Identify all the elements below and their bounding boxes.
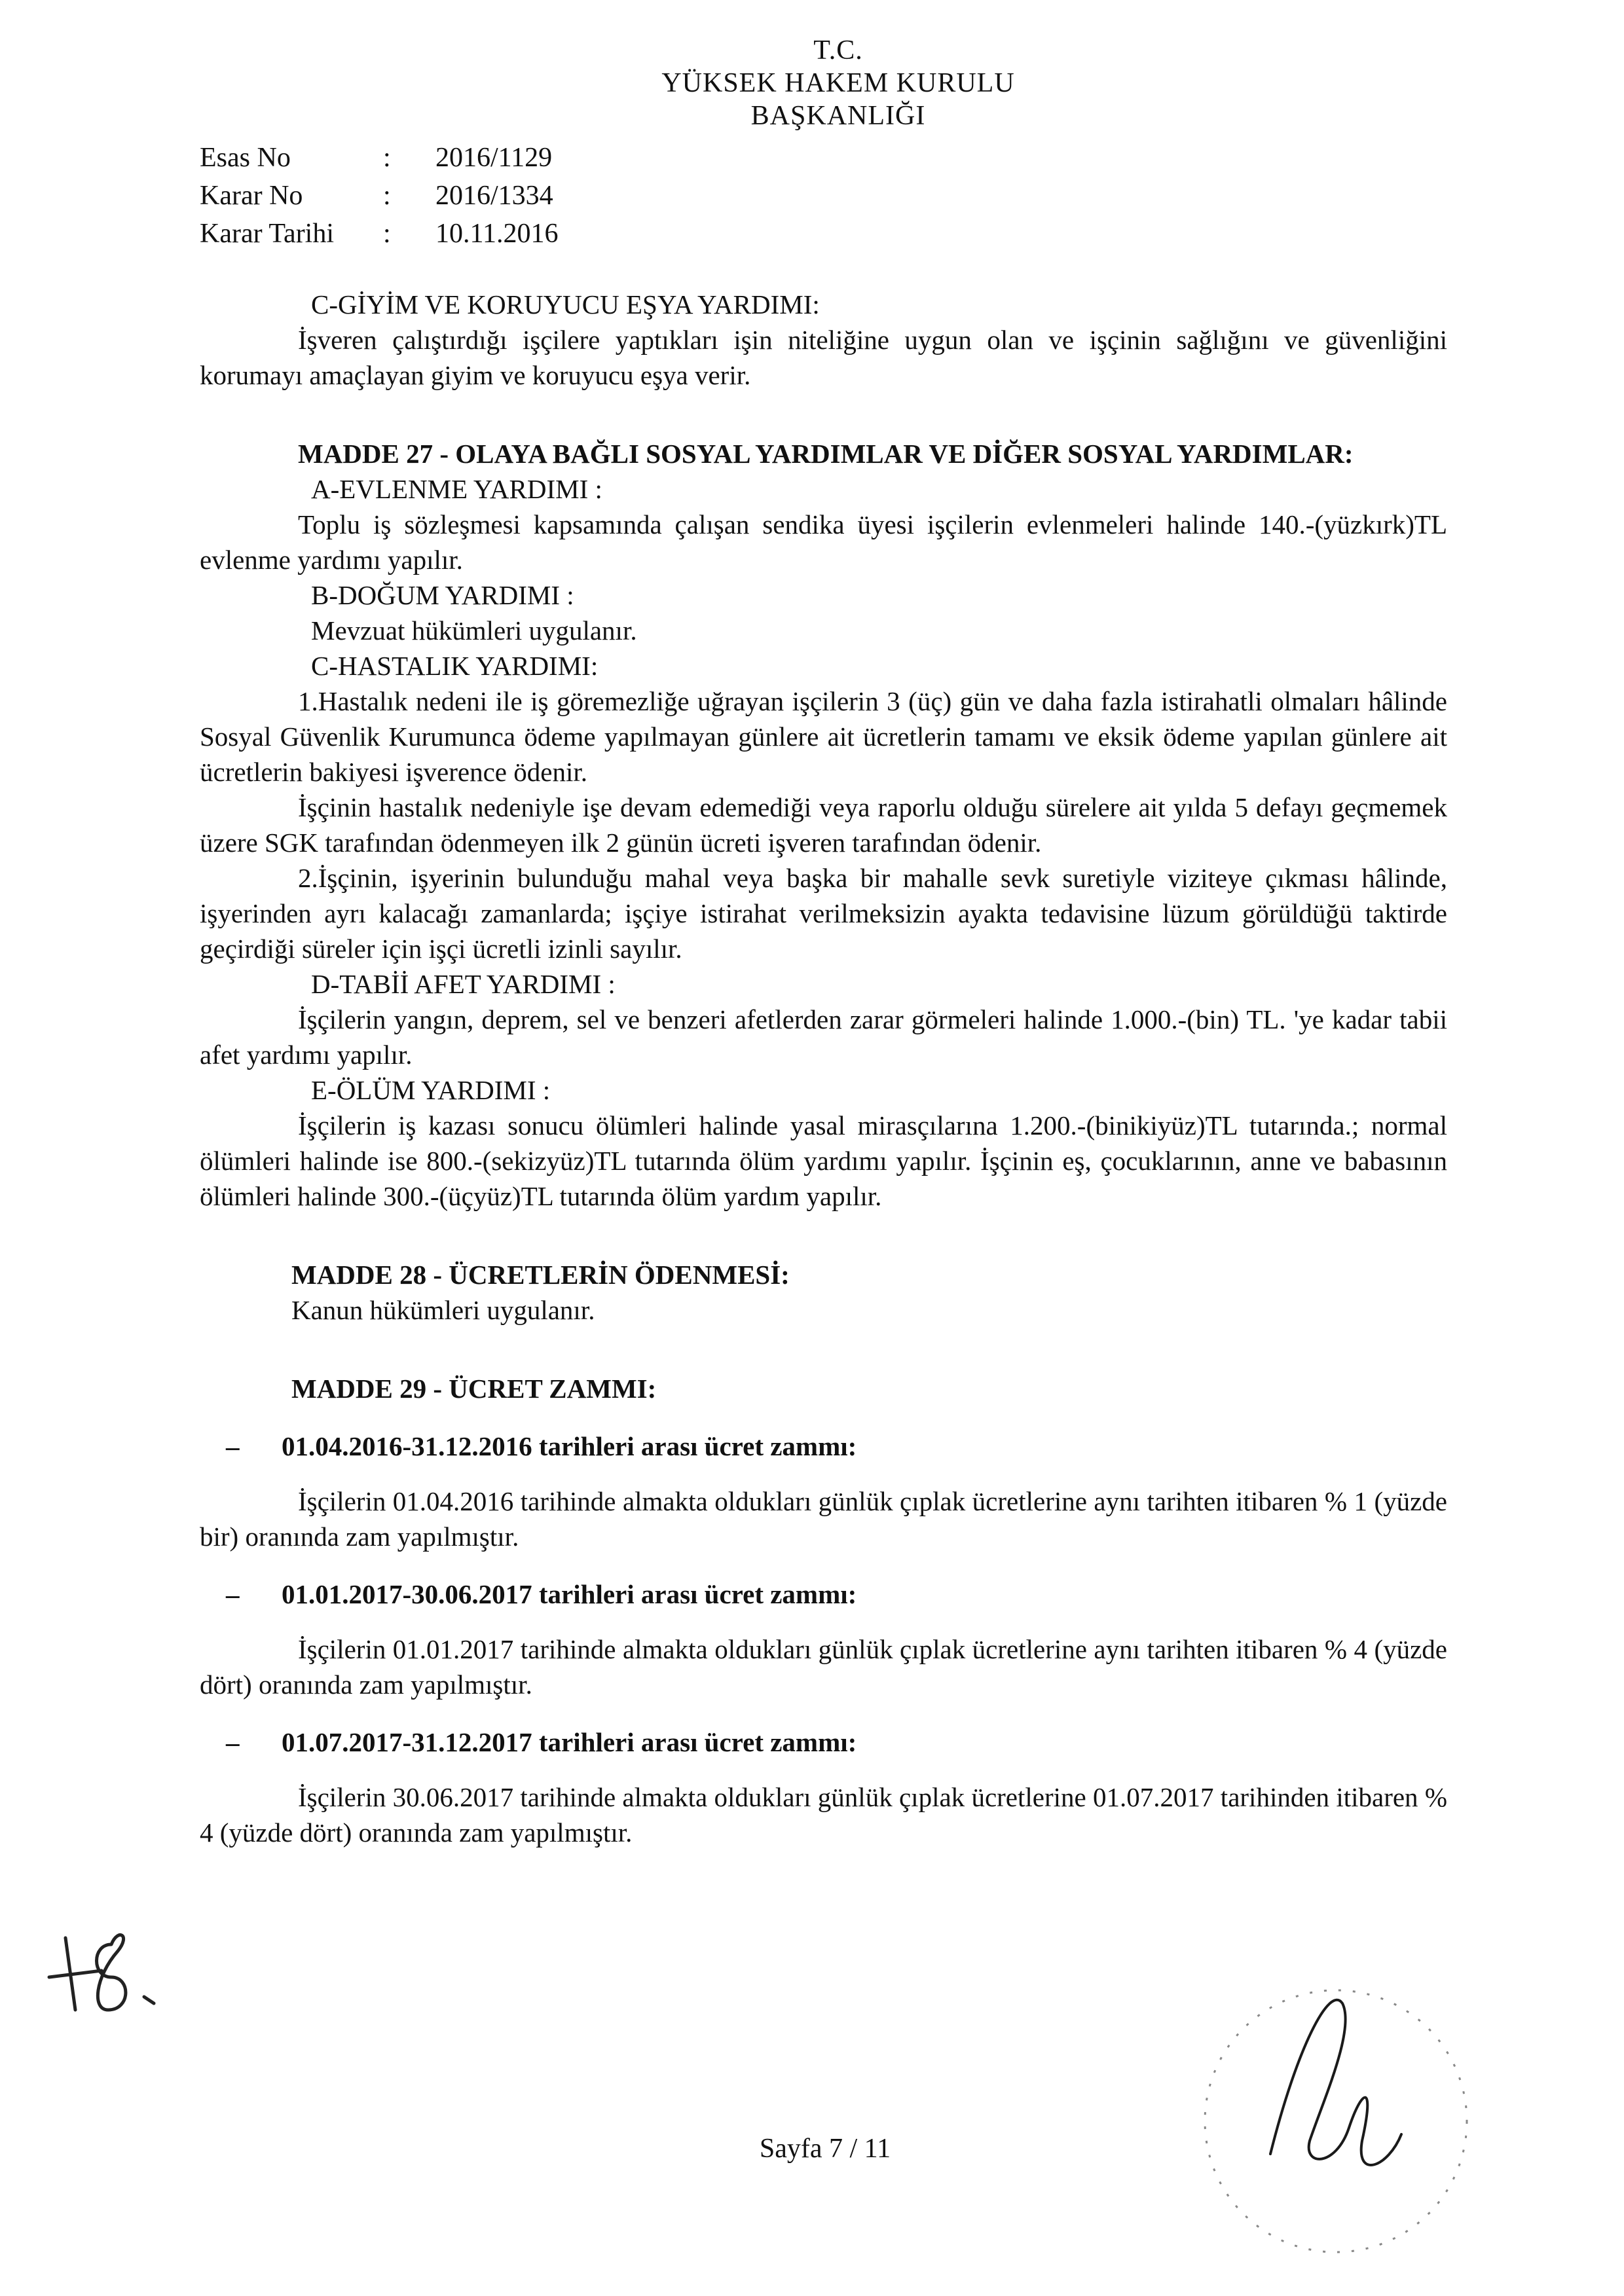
document-body — [200, 287, 1447, 1850]
raise-item-heading — [200, 1724, 1447, 1760]
raise-item-text: İşçilerin 30.06.2017 tarihinde almakta oldukları günlük çıplak ücretlerine 01.07.2017 tarihinden itibaren % 4 (yüzde dört) oranında zam yapılmıştır. — [200, 1782, 1447, 1848]
meta-colon: : — [383, 181, 391, 211]
raise-item-text: İşçilerin 01.04.2016 tarihinde almakta oldukları günlük çıplak ücretlerine aynı tarihten itibaren % 1 (yüzde bir) oranında zam yapılmıştır. — [200, 1486, 1447, 1552]
paragraph-hastalik-3: 2.İşçinin, işyerinin bulunduğu mahal veya başka bir mahalle sevk suretiyle viziteye çıkması hâlinde, işyerinden ayrı kalacağı zamanlarda; işçiye istirahat verilmeksizin ayakta tedavisine lüzum görüldüğü taktirde geçirdiği süreler için işçi ücretli izinli sayılır. — [200, 863, 1447, 964]
paragraph-olum: İşçilerin iş kazası sonucu ölümleri halinde yasal mirasçılarına 1.200.-(binikiyüz)TL tutarında.; normal ölümleri halinde ise 800.-(sekizyüz)TL tutarında ölüm yardımı yapılır. İşçinin eş, çocuklarının, anne ve babasının ölümleri halinde 300.-(üçyüz)TL tutarında ölüm yardım yapılır. — [200, 1110, 1447, 1211]
paragraph-hastalik-1: 1.Hastalık nedeni ile iş göremezliğe uğrayan işçilerin 3 (üç) gün ve daha fazla istirahatli olmaları hâlinde Sosyal Güvenlik Kurumunca ödeme yapılmayan günlere ait ücretlerin tamamı ve eksik ödeme yapılan günlere ait ücretlerin bakiyesi işverence ödenir. — [200, 686, 1447, 787]
dash-bullet: – — [226, 1727, 240, 1757]
raise-period-label: 01.04.2016-31.12.2016 tarihleri arası ücret zammı: — [282, 1431, 857, 1461]
paragraph-28: Kanun hükümleri uygulanır. — [291, 1295, 595, 1325]
meta-colon: : — [383, 143, 391, 173]
section-title-olum: E-ÖLÜM YARDIMI : — [311, 1075, 551, 1105]
dash-bullet: – — [226, 1579, 240, 1609]
article-29-title: MADDE 29 - ÜCRET ZAMMI: — [291, 1374, 657, 1404]
header-line-presidency: BAŞKANLIĞI — [750, 101, 926, 131]
section-title-evlenme: A-EVLENME YARDIMI : — [311, 474, 602, 504]
raise-period-label: 01.01.2017-30.06.2017 tarihleri arası ücret zammı: — [282, 1579, 857, 1609]
section-title-afet: D-TABİİ AFET YARDIMI : — [311, 969, 616, 999]
document-header — [589, 34, 1087, 132]
header-line-tc: T.C. — [813, 35, 863, 65]
page-number: Sayfa 7 / 11 — [759, 2134, 891, 2164]
meta-label: Esas No — [200, 143, 291, 173]
meta-row-esas — [200, 139, 558, 177]
section-title-hastalik: C-HASTALIK YARDIMI: — [311, 651, 599, 681]
meta-value: 2016/1129 — [435, 143, 553, 173]
raise-period-label: 01.07.2017-31.12.2017 tarihleri arası ücret zammı: — [282, 1727, 857, 1757]
section-title-giyim: C-GİYİM VE KORUYUCU EŞYA YARDIMI: — [311, 289, 820, 319]
case-metadata — [200, 139, 558, 253]
paragraph-hastalik-2: İşçinin hastalık nedeniyle işe devam edemediği veya raporlu olduğu sürelere ait yılda 5 defayı geçmemek üzere SGK tarafından ödenmeyen ilk 2 günün ücreti işveren tarafından ödenir. — [200, 792, 1447, 858]
article-27-title: MADDE 27 - OLAYA BAĞLI SOSYAL YARDIMLAR VE DİĞER SOSYAL YARDIMLAR: — [298, 439, 1354, 469]
dash-bullet: – — [226, 1431, 240, 1461]
paragraph-evlenme: Toplu iş sözleşmesi kapsamında çalışan sendika üyesi işçilerin evlenmeleri halinde 140.-(yüzkırk)TL evlenme yardımı yapılır. — [200, 509, 1447, 575]
signature-stamp-icon — [1179, 1971, 1493, 2272]
paragraph-afet: İşçilerin yangın, deprem, sel ve benzeri afetlerden zarar görmeleri halinde 1.000.-(bin) TL. 'ye kadar tabii afet yardımı yapılır. — [200, 1004, 1447, 1070]
meta-row-karar-tarihi — [200, 215, 558, 253]
meta-label: Karar No — [200, 181, 303, 211]
handwritten-initials-icon — [39, 1912, 170, 2030]
meta-row-karar — [200, 177, 558, 215]
section-title-dogum: B-DOĞUM YARDIMI : — [311, 580, 574, 610]
meta-label: Karar Tarihi — [200, 219, 335, 249]
paragraph-giyim: İşveren çalıştırdığı işçilere yaptıkları işin niteliğine uygun olan ve işçinin sağlığını ve güvenliğini korumayı amaçlayan giyim ve koruyucu eşya verir. — [200, 325, 1447, 390]
raise-item-text: İşçilerin 01.01.2017 tarihinde almakta oldukları günlük çıplak ücretlerine aynı tarihten itibaren % 4 (yüzde dört) oranında zam yapılmıştır. — [200, 1634, 1447, 1700]
meta-colon: : — [383, 219, 391, 249]
header-line-institution: YÜKSEK HAKEM KURULU — [661, 68, 1015, 98]
raise-item-heading — [200, 1429, 1447, 1464]
article-28-title: MADDE 28 - ÜCRETLERİN ÖDENMESİ: — [291, 1260, 790, 1290]
paragraph-dogum: Mevzuat hükümleri uygulanır. — [311, 615, 637, 646]
meta-value: 10.11.2016 — [435, 219, 559, 249]
meta-value: 2016/1334 — [435, 181, 553, 211]
raise-item-heading — [200, 1576, 1447, 1612]
